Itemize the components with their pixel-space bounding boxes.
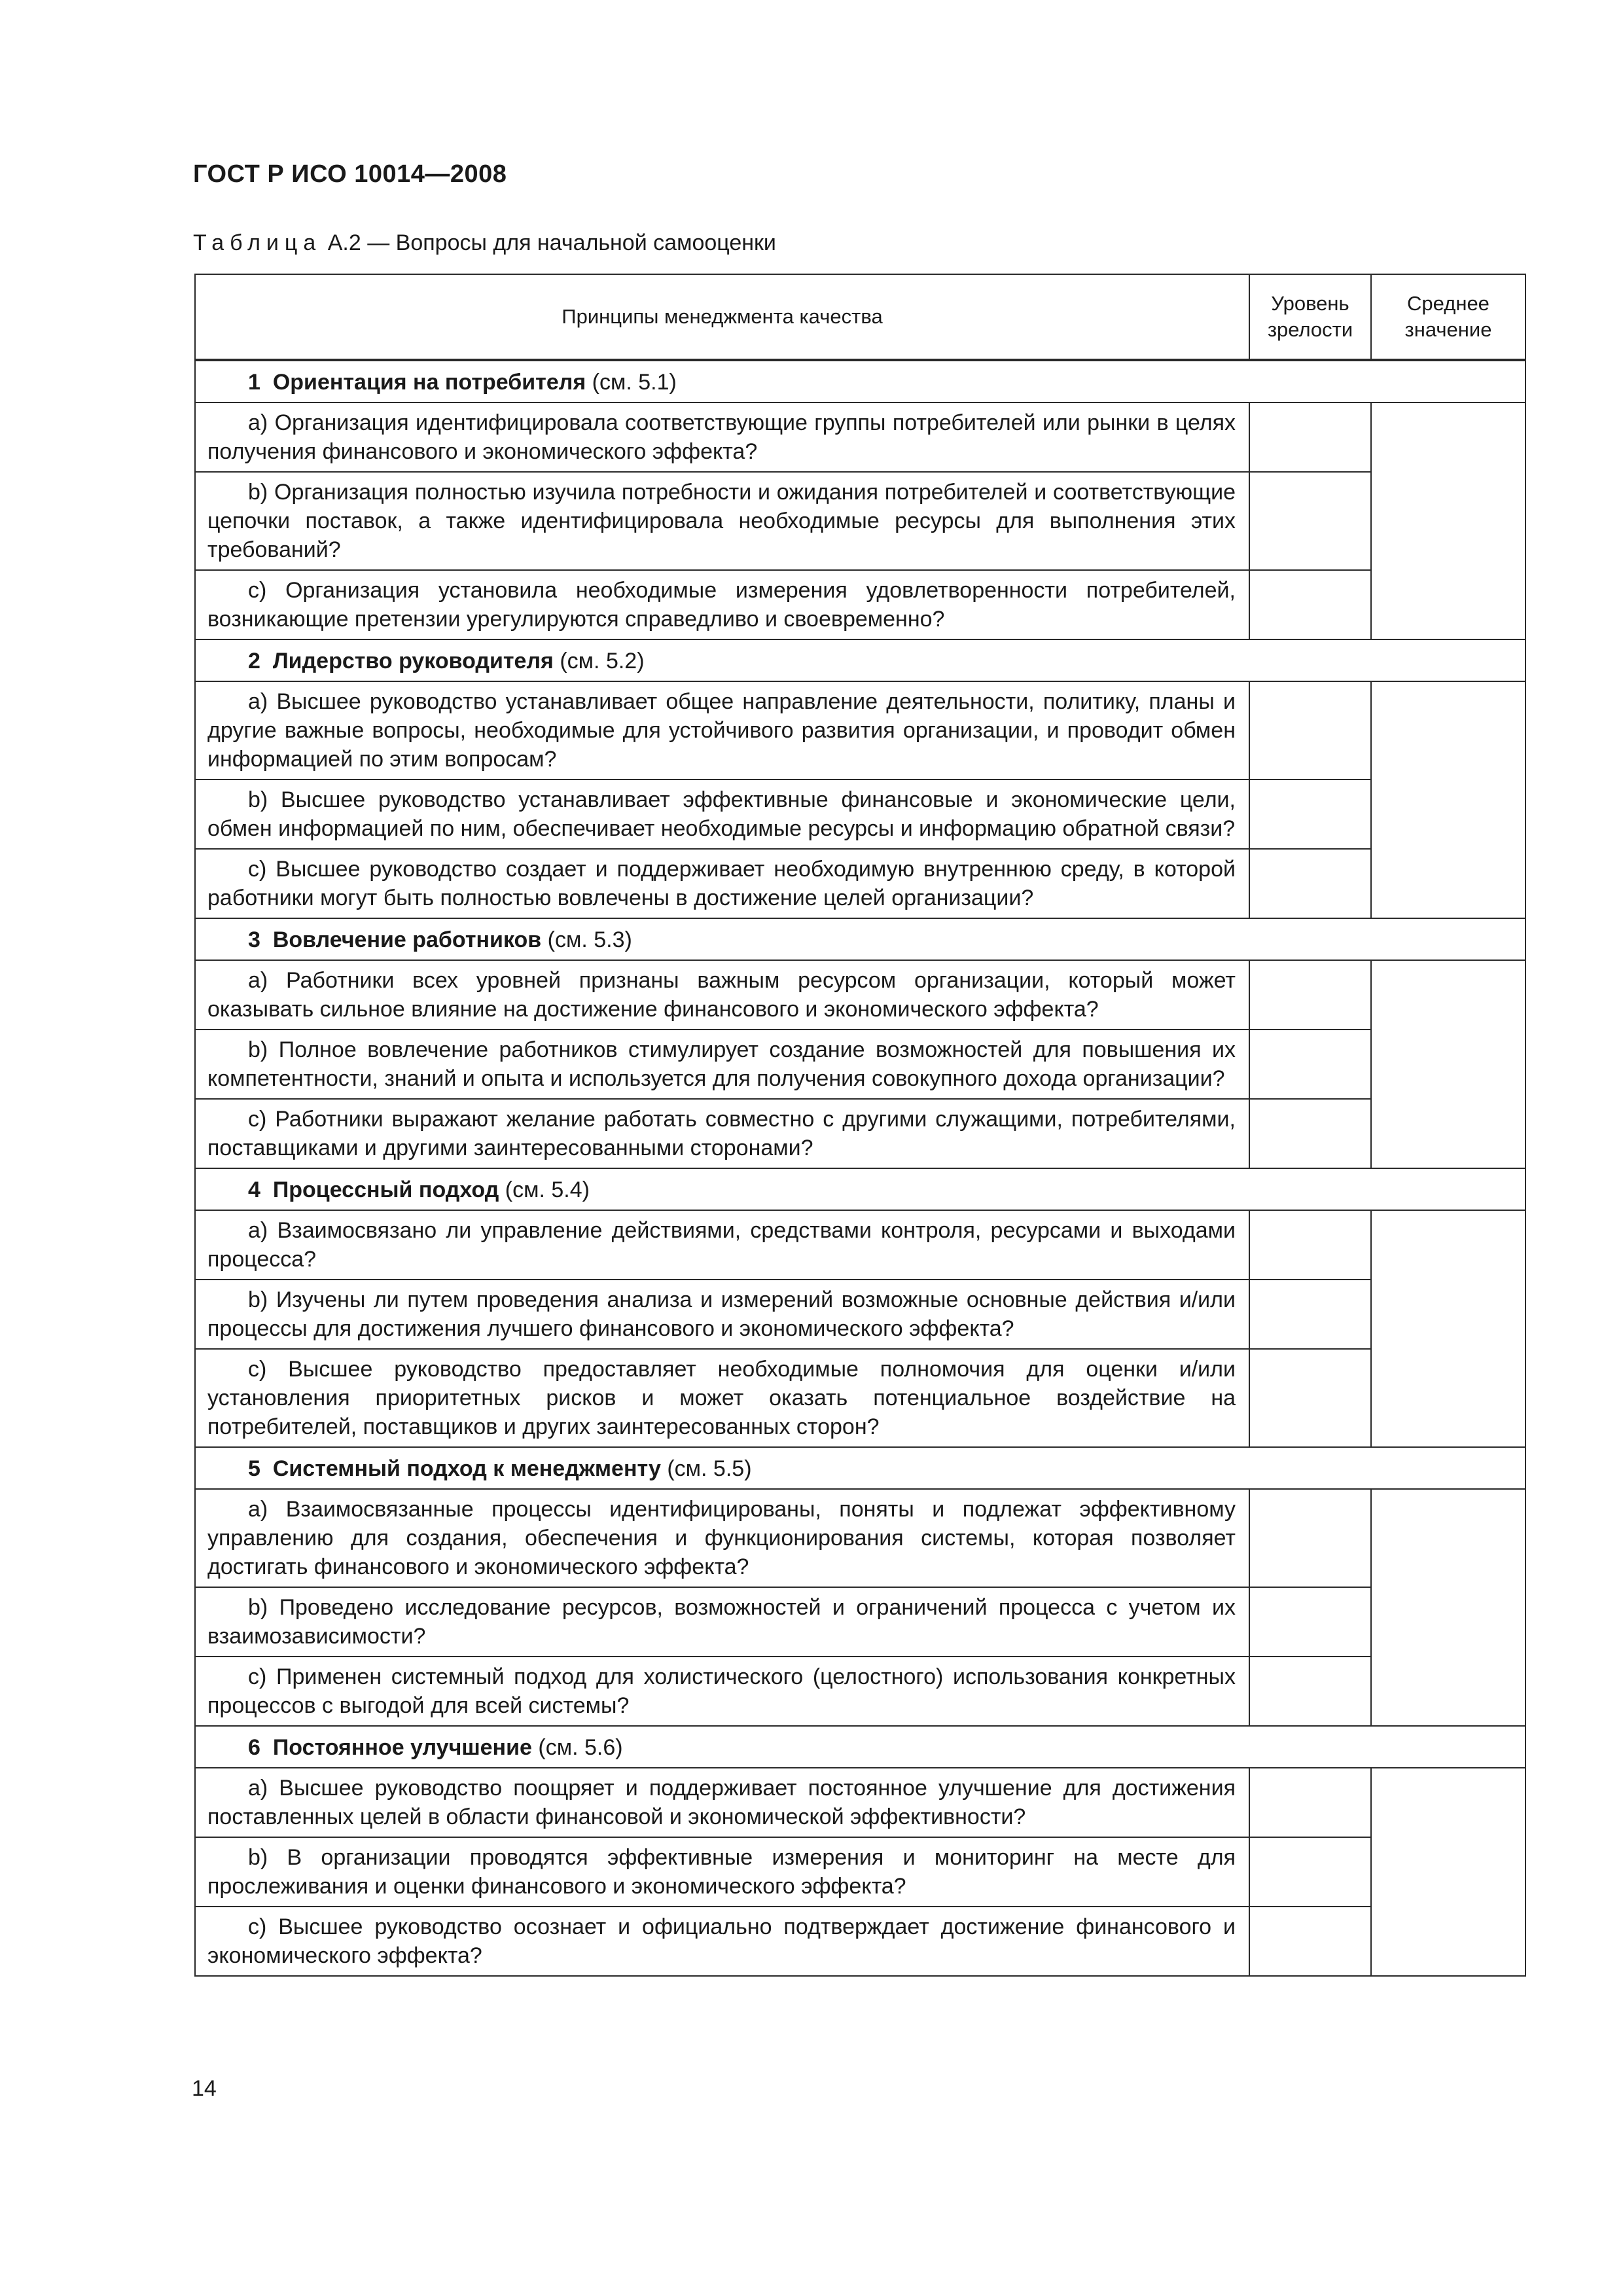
maturity-level-cell[interactable] bbox=[1249, 1030, 1371, 1099]
question-row bbox=[195, 1349, 1525, 1447]
question-row bbox=[195, 681, 1525, 780]
principle-number: 6 bbox=[248, 1735, 260, 1760]
principle-name: Системный подход к менеджменту bbox=[272, 1456, 661, 1481]
question-text: b) В организации проводятся эффективные измерения и мониторинг на месте для прослеживания и оценки финансового и экономического эффекта? bbox=[195, 1837, 1249, 1907]
question-row bbox=[195, 570, 1525, 639]
maturity-level-cell[interactable] bbox=[1249, 1349, 1371, 1447]
question-row bbox=[195, 1210, 1525, 1280]
table-caption-text: А.2 — Вопросы для начальной самооценки bbox=[321, 230, 776, 255]
header-average-value: Среднее значение bbox=[1371, 274, 1525, 360]
maturity-level-cell[interactable] bbox=[1249, 849, 1371, 918]
maturity-level-cell[interactable] bbox=[1249, 1768, 1371, 1837]
question-text: c) Высшее руководство создает и поддерживает необходимую внутреннюю среду, в которой работники могут быть полностью вовлечены в достижение целей организации? bbox=[195, 849, 1249, 918]
average-value-cell[interactable] bbox=[1371, 403, 1525, 639]
principle-name: Постоянное улучшение bbox=[272, 1735, 532, 1760]
principle-reference: (см. 5.3) bbox=[541, 927, 632, 952]
question-text: a) Взаимосвязанные процессы идентифицированы, поняты и подлежат эффективному управлению для создания, обеспечения и функционирования системы, которая позволяет достигать финансового и экономического эффекта? bbox=[195, 1489, 1249, 1587]
question-row bbox=[195, 472, 1525, 570]
question-row bbox=[195, 1837, 1525, 1907]
question-row bbox=[195, 1907, 1525, 1976]
question-text: b) Проведено исследование ресурсов, возможностей и ограничений процесса с учетом их взаимозависимости? bbox=[195, 1587, 1249, 1657]
table-header-row bbox=[195, 274, 1525, 360]
maturity-level-cell[interactable] bbox=[1249, 1099, 1371, 1168]
page-number: 14 bbox=[192, 2076, 217, 2101]
question-row bbox=[195, 1030, 1525, 1099]
table-body bbox=[195, 360, 1525, 1976]
principle-name: Ориентация на потребителя bbox=[272, 370, 586, 395]
self-assessment-table bbox=[194, 274, 1526, 1977]
principle-name: Лидерство руководителя bbox=[272, 649, 554, 673]
maturity-level-cell[interactable] bbox=[1249, 570, 1371, 639]
principle-row bbox=[195, 639, 1525, 681]
principle-row bbox=[195, 360, 1525, 403]
principle-row bbox=[195, 1726, 1525, 1768]
principle-number: 1 bbox=[248, 370, 260, 395]
question-row bbox=[195, 403, 1525, 472]
principle-cell bbox=[195, 1726, 1525, 1768]
principle-row bbox=[195, 1447, 1525, 1489]
principle-name: Вовлечение работников bbox=[272, 927, 542, 952]
question-text: c) Работники выражают желание работать совместно с другими служащими, потребителями, поставщиками и другими заинтересованными сторонами? bbox=[195, 1099, 1249, 1168]
maturity-level-cell[interactable] bbox=[1249, 960, 1371, 1030]
principle-reference: (см. 5.5) bbox=[660, 1456, 752, 1481]
question-row bbox=[195, 1768, 1525, 1837]
question-row bbox=[195, 1280, 1525, 1349]
maturity-level-cell[interactable] bbox=[1249, 403, 1371, 472]
document-code: ГОСТ Р ИСО 10014—2008 bbox=[193, 160, 507, 188]
maturity-level-cell[interactable] bbox=[1249, 1489, 1371, 1587]
principle-number: 5 bbox=[248, 1456, 260, 1481]
principle-name: Процессный подход bbox=[272, 1177, 499, 1202]
question-text: c) Применен системный подход для холистического (целостного) использования конкретных процессов с выгодой для всей системы? bbox=[195, 1657, 1249, 1726]
average-value-cell[interactable] bbox=[1371, 1768, 1525, 1976]
maturity-level-cell[interactable] bbox=[1249, 780, 1371, 849]
header-principles: Принципы менеджмента качества bbox=[195, 274, 1249, 360]
maturity-level-cell[interactable] bbox=[1249, 1837, 1371, 1907]
maturity-level-cell[interactable] bbox=[1249, 1587, 1371, 1657]
question-text: b) Организация полностью изучила потребности и ожидания потребителей и соответствующие цепочки поставок, а также идентифицировала необходимые ресурсы для выполнения этих требований? bbox=[195, 472, 1249, 570]
principle-cell bbox=[195, 1168, 1525, 1210]
principle-number: 3 bbox=[248, 927, 260, 952]
maturity-level-cell[interactable] bbox=[1249, 1907, 1371, 1976]
question-row bbox=[195, 1489, 1525, 1587]
question-row bbox=[195, 780, 1525, 849]
question-text: c) Высшее руководство предоставляет необходимые полномочия для оценки и/или установления приоритетных рисков и может оказать потенциальное воздействие на потребителей, поставщиков и других заинтересованных сторон? bbox=[195, 1349, 1249, 1447]
table-caption-word: Таблица bbox=[193, 230, 322, 255]
average-value-cell[interactable] bbox=[1371, 681, 1525, 918]
average-value-cell[interactable] bbox=[1371, 1210, 1525, 1447]
principle-reference: (см. 5.6) bbox=[531, 1735, 623, 1760]
average-value-cell[interactable] bbox=[1371, 960, 1525, 1168]
maturity-level-cell[interactable] bbox=[1249, 681, 1371, 780]
question-row bbox=[195, 1099, 1525, 1168]
question-text: c) Организация установила необходимые измерения удовлетворенности потребителей, возникающие претензии урегулируются справедливо и своевременно? bbox=[195, 570, 1249, 639]
question-row bbox=[195, 849, 1525, 918]
question-text: b) Полное вовлечение работников стимулирует создание возможностей для повышения их компетентности, знаний и опыта и используется для получения совокупного дохода организации? bbox=[195, 1030, 1249, 1099]
principle-cell bbox=[195, 360, 1525, 403]
question-text: b) Высшее руководство устанавливает эффективные финансовые и экономические цели, обмен информацией по ним, обеспечивает необходимые ресурсы и информацию обратной связи? bbox=[195, 780, 1249, 849]
principle-cell bbox=[195, 639, 1525, 681]
maturity-level-cell[interactable] bbox=[1249, 1210, 1371, 1280]
self-assessment-table-container bbox=[194, 274, 1525, 1977]
question-text: a) Организация идентифицировала соответствующие группы потребителей или рынки в целях получения финансового и экономического эффекта? bbox=[195, 403, 1249, 472]
maturity-level-cell[interactable] bbox=[1249, 1280, 1371, 1349]
question-text: a) Работники всех уровней признаны важным ресурсом организации, который может оказывать сильное влияние на достижение финансового и экономического эффекта? bbox=[195, 960, 1249, 1030]
principle-row bbox=[195, 1168, 1525, 1210]
principle-cell bbox=[195, 918, 1525, 960]
question-text: a) Высшее руководство поощряет и поддерживает постоянное улучшение для достижения поставленных целей в области финансовой и экономической эффективности? bbox=[195, 1768, 1249, 1837]
principle-reference: (см. 5.2) bbox=[553, 649, 645, 673]
header-maturity-level: Уровень зрелости bbox=[1249, 274, 1371, 360]
average-value-cell[interactable] bbox=[1371, 1489, 1525, 1726]
principle-number: 4 bbox=[248, 1177, 260, 1202]
question-text: c) Высшее руководство осознает и официально подтверждает достижение финансового и экономического эффекта? bbox=[195, 1907, 1249, 1976]
question-text: a) Взаимосвязано ли управление действиями, средствами контроля, ресурсами и выходами процесса? bbox=[195, 1210, 1249, 1280]
maturity-level-cell[interactable] bbox=[1249, 1657, 1371, 1726]
principle-row bbox=[195, 918, 1525, 960]
principle-number: 2 bbox=[248, 649, 260, 673]
table-caption bbox=[193, 230, 776, 256]
question-text: b) Изучены ли путем проведения анализа и измерений возможные основные действия и/или процессы для достижения лучшего финансового и экономического эффекта? bbox=[195, 1280, 1249, 1349]
question-row bbox=[195, 1587, 1525, 1657]
question-row bbox=[195, 960, 1525, 1030]
maturity-level-cell[interactable] bbox=[1249, 472, 1371, 570]
principle-reference: (см. 5.4) bbox=[499, 1177, 590, 1202]
principle-cell bbox=[195, 1447, 1525, 1489]
question-text: a) Высшее руководство устанавливает общее направление деятельности, политику, планы и другие важные вопросы, необходимые для устойчивого развития организации, и проводит обмен информацией по этим вопросам? bbox=[195, 681, 1249, 780]
question-row bbox=[195, 1657, 1525, 1726]
principle-reference: (см. 5.1) bbox=[586, 370, 677, 395]
